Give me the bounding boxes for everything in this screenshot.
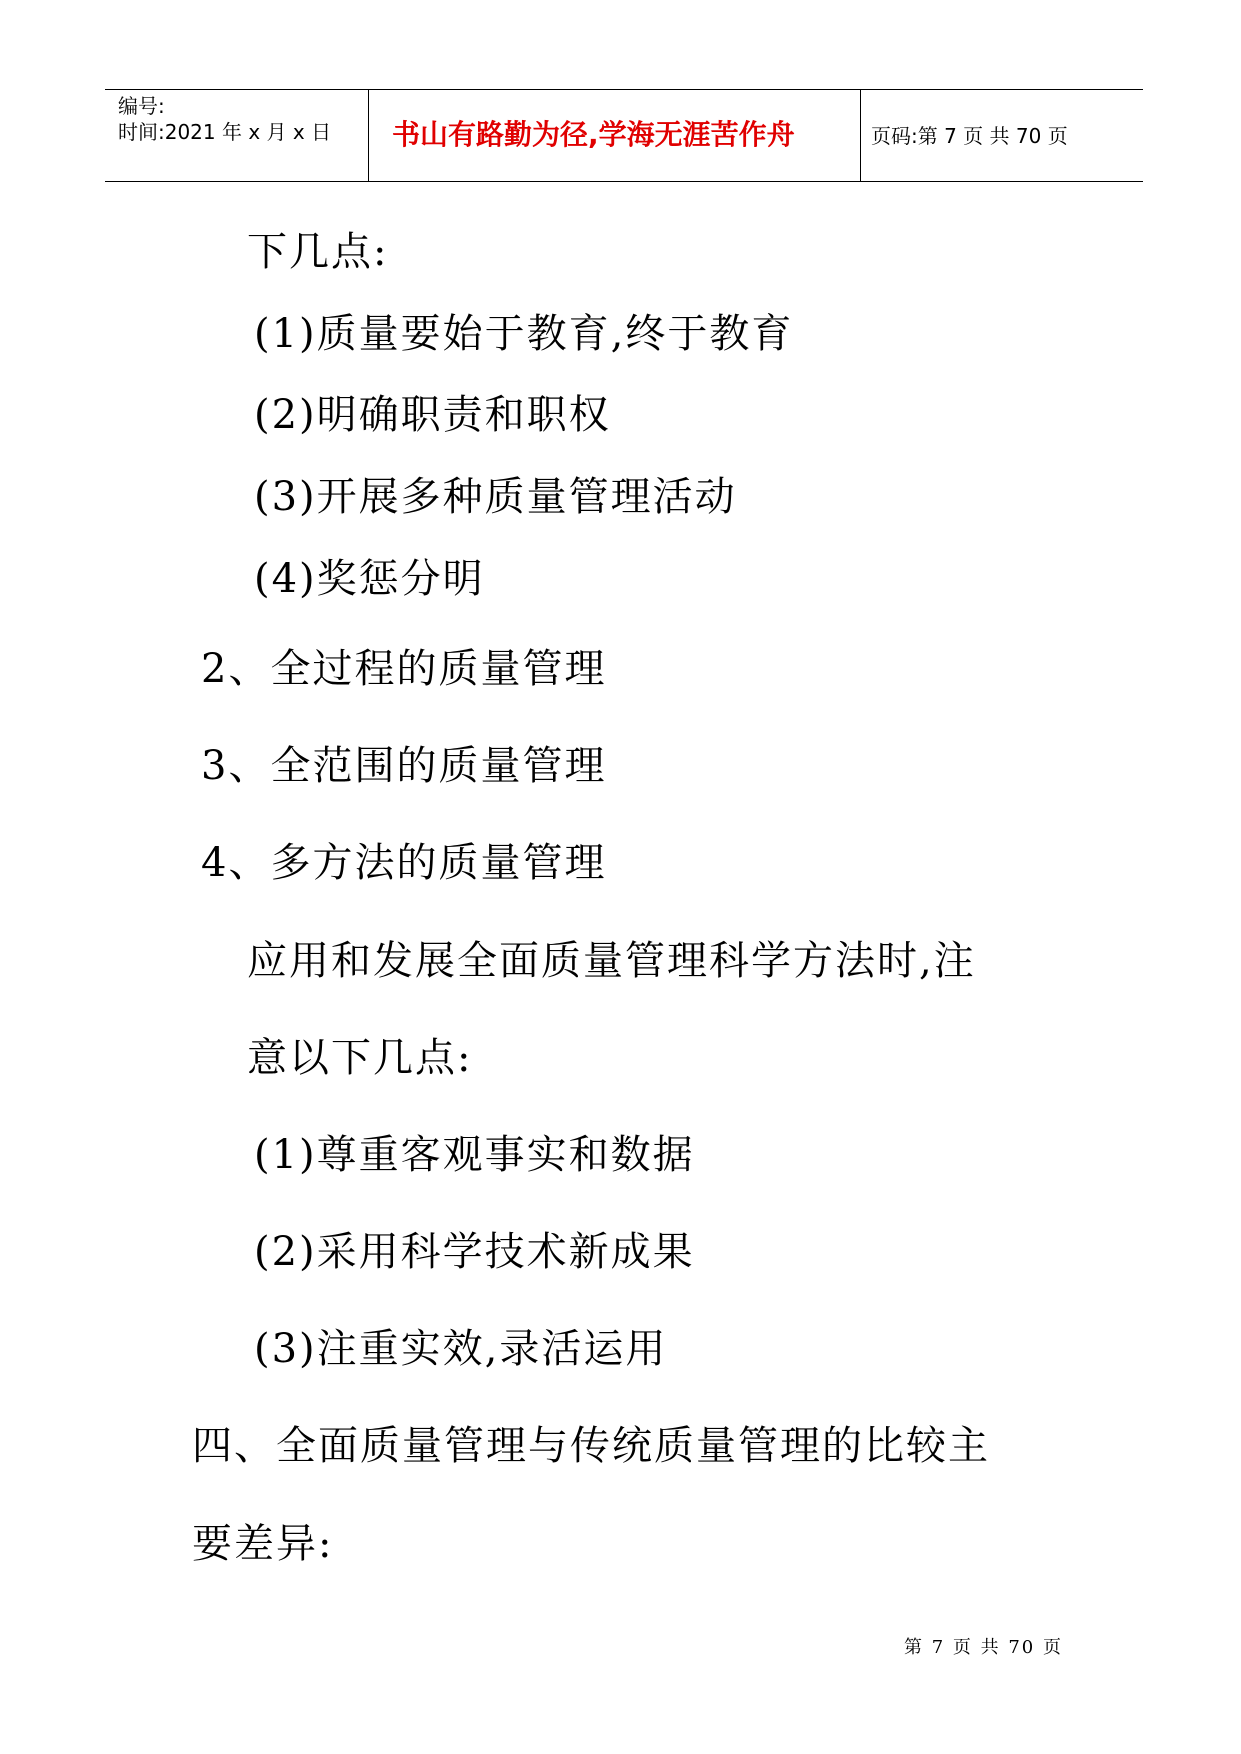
body-line: (2)采用科学技术新成果 <box>254 1229 695 1275</box>
body-line: (3)开展多种质量管理活动 <box>254 474 737 520</box>
footer-page-number: 第 7 页 共 70 页 <box>904 1637 1063 1658</box>
body-line: 应用和发展全面质量管理科学方法时,注 <box>247 938 976 984</box>
header-page-number: 页码:第 7 页 共 70 页 <box>871 124 1068 148</box>
body-line: (3)注重实效,录活运用 <box>254 1326 668 1372</box>
header-slogan: 书山有路勤为径,学海无涯苦作舟 <box>392 118 795 151</box>
section-heading: 要差异: <box>192 1521 334 1567</box>
body-line: (4)奖惩分明 <box>254 556 485 602</box>
body-line: 3、全范围的质量管理 <box>201 743 607 789</box>
header-divider <box>860 90 861 181</box>
body-line: 2、全过程的质量管理 <box>201 646 607 692</box>
page-header <box>105 89 1143 182</box>
header-divider <box>368 90 369 181</box>
section-heading: 四、全面质量管理与传统质量管理的比较主 <box>192 1423 990 1469</box>
doc-number-label: 编号: <box>118 94 165 118</box>
body-line: 下几点: <box>247 229 389 275</box>
body-line: (1)尊重客观事实和数据 <box>254 1132 695 1178</box>
body-line: (2)明确职责和职权 <box>254 392 611 438</box>
body-line: 4、多方法的质量管理 <box>201 840 607 886</box>
body-line: 意以下几点: <box>247 1035 473 1081</box>
date-label: 时间:2021 年 x 月 x 日 <box>118 120 332 144</box>
body-line: (1)质量要始于教育,终于教育 <box>254 311 794 357</box>
